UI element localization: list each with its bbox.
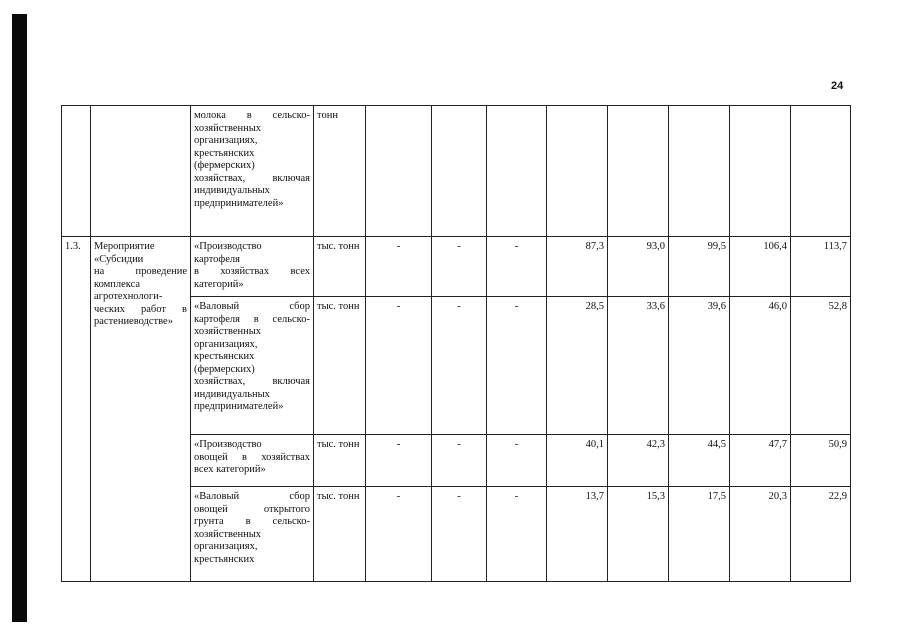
indicator-line: хозяйствах, включая (194, 376, 310, 387)
value-cell: - (366, 487, 432, 582)
measure-name-line: комплекса (94, 278, 141, 290)
indicator-line: в хозяйствах всех (194, 266, 310, 277)
unit-cell: тонн (314, 106, 366, 237)
value-cell (432, 106, 487, 237)
indicator-line: «Валовый сбор (194, 301, 310, 312)
indicator-line: хозяйственных (194, 528, 262, 540)
value-cell (791, 106, 851, 237)
indicator-line: хозяйственных (194, 326, 262, 337)
indicator-line: (фермерских) (194, 160, 255, 171)
value-cell: 50,9 (791, 435, 851, 487)
indicator-line: картофеля в сельско- (194, 313, 310, 325)
value-cell: - (432, 237, 487, 297)
indicator-line: овощей открытого (194, 503, 310, 515)
indicator-line: крестьянских (194, 147, 255, 159)
value-cell: - (487, 435, 547, 487)
value-cell: - (487, 297, 547, 435)
value-cell: 39,6 (669, 297, 730, 435)
measure-name-line: на проведение (94, 266, 187, 277)
value-cell: - (432, 435, 487, 487)
indicator-line: организациях, (194, 541, 258, 552)
value-cell: - (366, 297, 432, 435)
value-cell: 17,5 (669, 487, 730, 582)
indicator-line: молока в сельско- (194, 110, 310, 121)
indicator-line: (фермерских) (194, 363, 255, 375)
indicator-line: грунта в сельско- (194, 516, 310, 527)
measure-name-line: агротехнологи- (94, 291, 163, 302)
value-cell: 15,3 (608, 487, 669, 582)
indicator-line: «Валовый сбор (194, 491, 310, 502)
indicator-line: крестьянских (194, 351, 255, 362)
measure-number-cell: 1.3. (62, 237, 91, 582)
value-cell: 13,7 (547, 487, 608, 582)
measure-name-cell (91, 106, 191, 237)
indicator-cell (191, 435, 314, 487)
value-cell: - (366, 435, 432, 487)
unit-cell: тыс. тонн (314, 435, 366, 487)
value-cell: - (487, 237, 547, 297)
value-cell: 46,0 (730, 297, 791, 435)
measure-name-line: «Субсидии (94, 253, 144, 265)
value-cell: 87,3 (547, 237, 608, 297)
value-cell: 52,8 (791, 297, 851, 435)
value-cell: 42,3 (608, 435, 669, 487)
indicator-line: картофеля (194, 253, 240, 265)
indicator-line: индивидуальных (194, 388, 270, 400)
indicator-line: предпринимателей» (194, 197, 284, 209)
value-cell: 40,1 (547, 435, 608, 487)
value-cell: - (432, 487, 487, 582)
indicator-line: «Производство (194, 241, 262, 252)
value-cell: 106,4 (730, 237, 791, 297)
indicator-line: «Производство (194, 439, 262, 450)
indicator-cell (191, 297, 314, 435)
value-cell: - (432, 297, 487, 435)
measure-name-line: Мероприятие (94, 241, 155, 252)
indicator-line: хозяйственных (194, 122, 262, 134)
measure-number-cell (62, 106, 91, 237)
value-cell: 28,5 (547, 297, 608, 435)
value-cell: - (366, 237, 432, 297)
indicator-line: категорий» (194, 278, 244, 290)
measure-name-line: ческих работ в (94, 303, 187, 315)
indicator-line: всех категорий» (194, 464, 266, 475)
measure-name-line: растениеводстве» (94, 316, 173, 327)
table-row (62, 106, 851, 237)
value-cell: 113,7 (791, 237, 851, 297)
value-cell: 93,0 (608, 237, 669, 297)
table-row (62, 237, 851, 297)
measure-name-cell (91, 237, 191, 582)
unit-cell: тыс. тонн (314, 487, 366, 582)
value-cell (730, 106, 791, 237)
indicator-line: овощей в хозяйствах (194, 451, 310, 463)
page-number: 24 (831, 80, 844, 92)
value-cell (487, 106, 547, 237)
value-cell: 99,5 (669, 237, 730, 297)
unit-cell: тыс. тонн (314, 237, 366, 297)
indicators-table (61, 105, 851, 582)
indicator-line: индивидуальных (194, 185, 270, 196)
indicator-line: предпринимателей» (194, 401, 284, 412)
value-cell: 22,9 (791, 487, 851, 582)
value-cell: - (487, 487, 547, 582)
value-cell: 44,5 (669, 435, 730, 487)
value-cell (608, 106, 669, 237)
value-cell (366, 106, 432, 237)
indicator-cell (191, 237, 314, 297)
scan-edge-bar (12, 14, 27, 622)
unit-cell: тыс. тонн (314, 297, 366, 435)
indicator-line: крестьянских (194, 553, 255, 565)
value-cell (669, 106, 730, 237)
value-cell: 20,3 (730, 487, 791, 582)
indicator-cell (191, 487, 314, 582)
indicator-line: организациях, (194, 135, 258, 146)
value-cell (547, 106, 608, 237)
indicator-line: организациях, (194, 338, 258, 350)
indicator-cell (191, 106, 314, 237)
value-cell: 47,7 (730, 435, 791, 487)
indicator-line: хозяйствах, включая (194, 172, 310, 184)
value-cell: 33,6 (608, 297, 669, 435)
